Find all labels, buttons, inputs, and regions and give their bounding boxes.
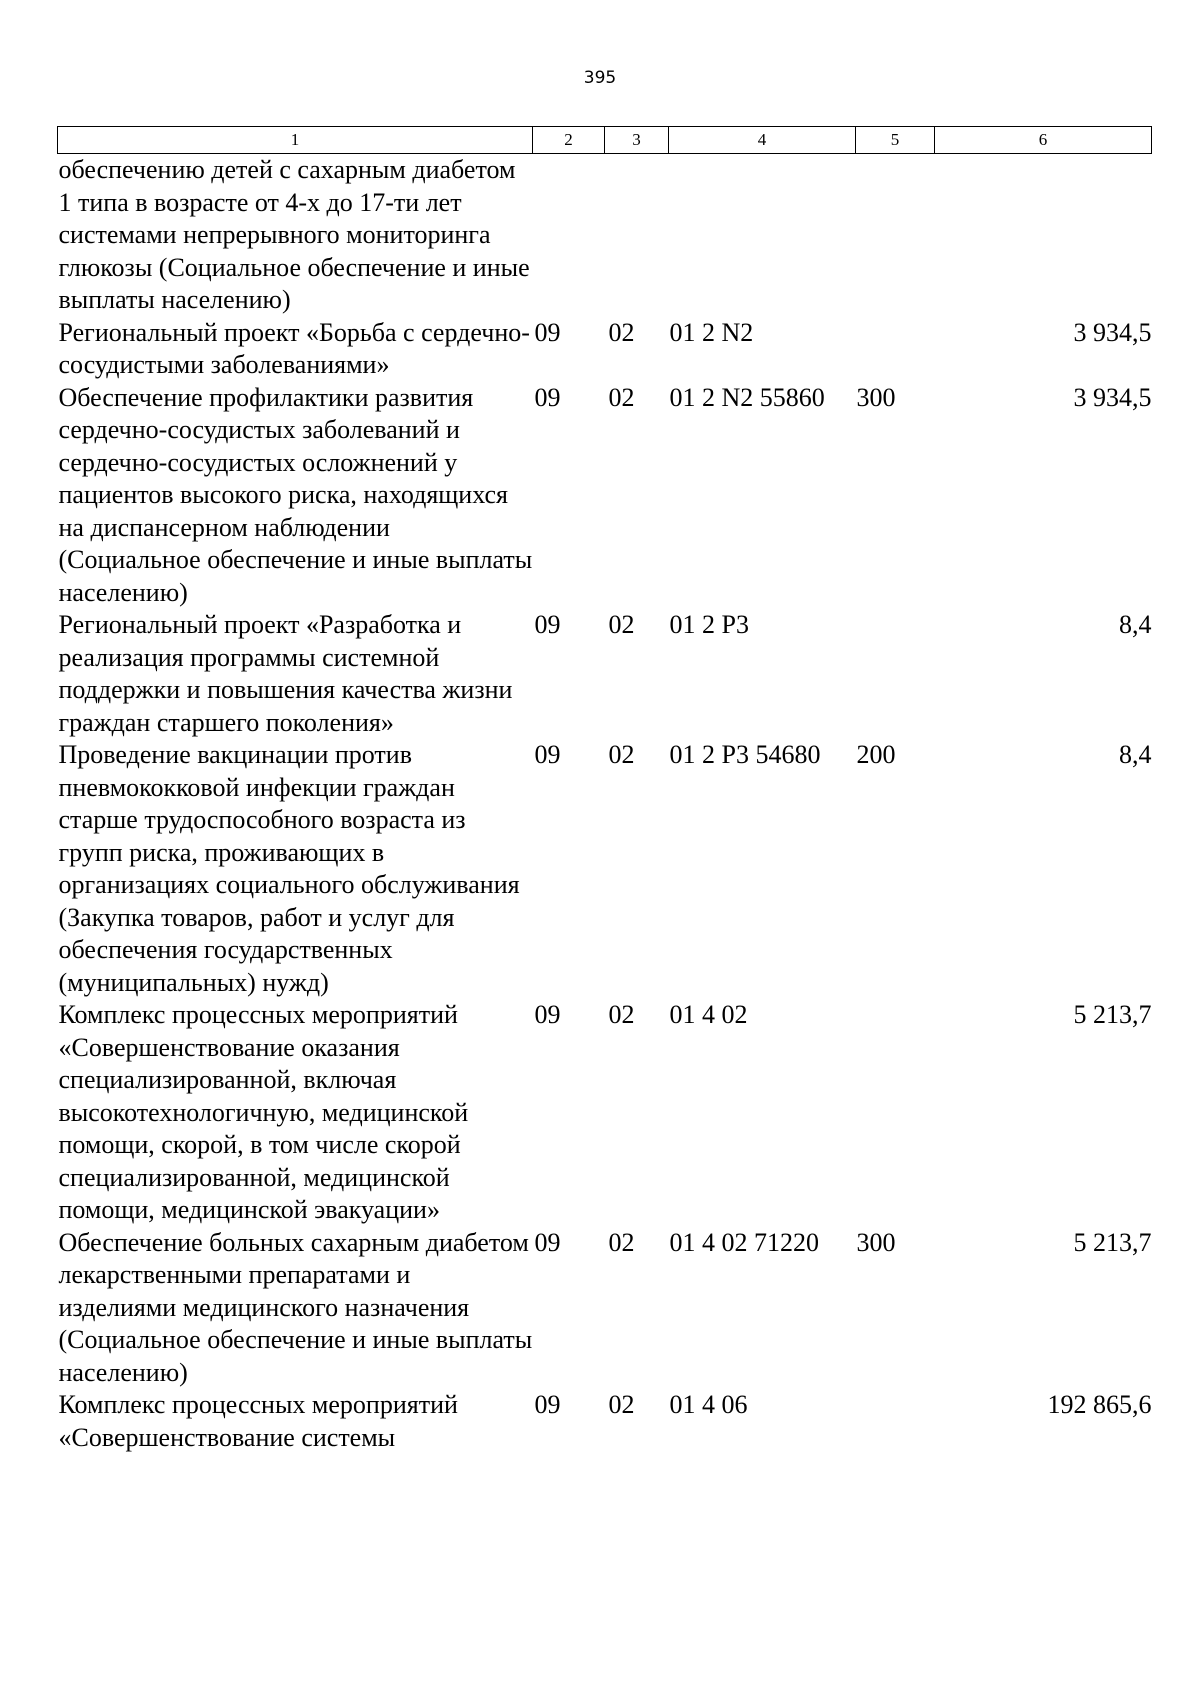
row-subsection: 02 xyxy=(608,1227,635,1257)
column-header: 6 xyxy=(935,127,1152,154)
row-section: 09 xyxy=(534,1227,561,1257)
table-body xyxy=(58,154,1152,1455)
row-expense-type: 200 xyxy=(856,740,896,769)
row-section: 09 xyxy=(534,610,561,639)
row-section: 09 xyxy=(534,317,561,347)
row-target-article xyxy=(669,154,856,317)
row-expense-type: 300 xyxy=(856,382,896,412)
row-amount: 5 213,7 xyxy=(1073,1227,1152,1257)
table-row xyxy=(58,317,1152,382)
column-header: 1 xyxy=(58,127,533,154)
row-amount: 3 934,5 xyxy=(1073,382,1152,412)
row-expense-type xyxy=(856,609,935,739)
row-subsection: 02 xyxy=(608,1000,635,1029)
row-subsection: 02 xyxy=(608,610,635,639)
table-row xyxy=(58,1389,1152,1454)
row-target-article: 01 2 P3 54680 xyxy=(669,740,821,769)
budget-table xyxy=(57,126,1152,1454)
column-header: 4 xyxy=(669,127,856,154)
page-number: 395 xyxy=(583,68,617,88)
table-header xyxy=(58,127,1152,154)
row-target-article: 01 4 02 71220 xyxy=(669,1227,819,1257)
row-subsection: 02 xyxy=(608,382,635,412)
row-amount: 5 213,7 xyxy=(1073,1000,1152,1029)
row-amount: 192 865,6 xyxy=(1047,1390,1152,1419)
row-amount xyxy=(935,154,1152,317)
row-amount: 3 934,5 xyxy=(1073,317,1152,347)
row-amount: 8,4 xyxy=(1119,740,1152,769)
row-description: Комплекс процессных мероприятий «Совершенствование оказания специализированной, включая высокотехнологичную, медицинской помощи, скорой, в том числе скорой специализированной, медицинской помощи, медицинской эвакуации» xyxy=(58,1000,469,1224)
row-target-article: 01 2 N2 xyxy=(669,317,754,347)
row-expense-type xyxy=(856,999,935,1227)
row-subsection: 02 xyxy=(608,1390,635,1419)
row-section: 09 xyxy=(534,740,561,769)
row-section: 09 xyxy=(534,382,561,412)
row-target-article: 01 4 06 xyxy=(669,1390,748,1419)
column-header: 3 xyxy=(605,127,669,154)
table-row xyxy=(58,739,1152,999)
row-target-article: 01 2 P3 xyxy=(669,610,749,639)
header-row xyxy=(58,127,1152,154)
table-row xyxy=(58,999,1152,1227)
row-target-article: 01 2 N2 55860 xyxy=(669,382,825,412)
column-header: 2 xyxy=(533,127,605,154)
row-description: Проведение вакцинации против пневмококковой инфекции граждан старше трудоспособного возраста из групп риска, проживающих в организациях социального обслуживания (Закупка товаров, работ и услуг для обеспечения государственных (муниципальных) нужд) xyxy=(58,740,520,997)
table-row xyxy=(58,1227,1152,1390)
row-expense-type xyxy=(856,317,935,382)
row-description: Комплекс процессных мероприятий «Совершенствование системы xyxy=(58,1390,458,1452)
row-subsection xyxy=(605,154,669,317)
row-expense-type xyxy=(856,154,935,317)
row-amount: 8,4 xyxy=(1119,610,1152,639)
row-expense-type: 300 xyxy=(856,1227,896,1257)
table-row xyxy=(58,382,1152,610)
row-description: Региональный проект «Борьба с сердечно-сосудистыми заболеваниями» xyxy=(58,317,530,379)
row-section xyxy=(533,154,605,317)
row-description: Региональный проект «Разработка и реализация программы системной поддержки и повышения качества жизни граждан старшего поколения» xyxy=(58,610,513,737)
table-row xyxy=(58,154,1152,317)
row-description: Обеспечение профилактики развития сердечно-сосудистых заболеваний и сердечно-сосудистых осложнений у пациентов высокого риска, находящихся на диспансерном наблюдении (Социальное обеспечение и иные выплаты населению) xyxy=(58,382,533,607)
row-subsection: 02 xyxy=(608,317,635,347)
row-description: Обеспечение больных сахарным диабетом лекарственными препаратами и изделиями медицинского назначения (Социальное обеспечение и иные выплаты населению) xyxy=(58,1227,533,1387)
row-section: 09 xyxy=(534,1000,561,1029)
column-header: 5 xyxy=(856,127,935,154)
row-expense-type xyxy=(856,1389,935,1454)
row-target-article: 01 4 02 xyxy=(669,1000,748,1029)
row-subsection: 02 xyxy=(608,740,635,769)
table-row xyxy=(58,609,1152,739)
row-description: обеспечению детей с сахарным диабетом 1 типа в возрасте от 4-х до 17-ти лет системами непрерывного мониторинга глюкозы (Социальное обеспечение и иные выплаты населению) xyxy=(58,155,530,314)
row-section: 09 xyxy=(534,1390,561,1419)
